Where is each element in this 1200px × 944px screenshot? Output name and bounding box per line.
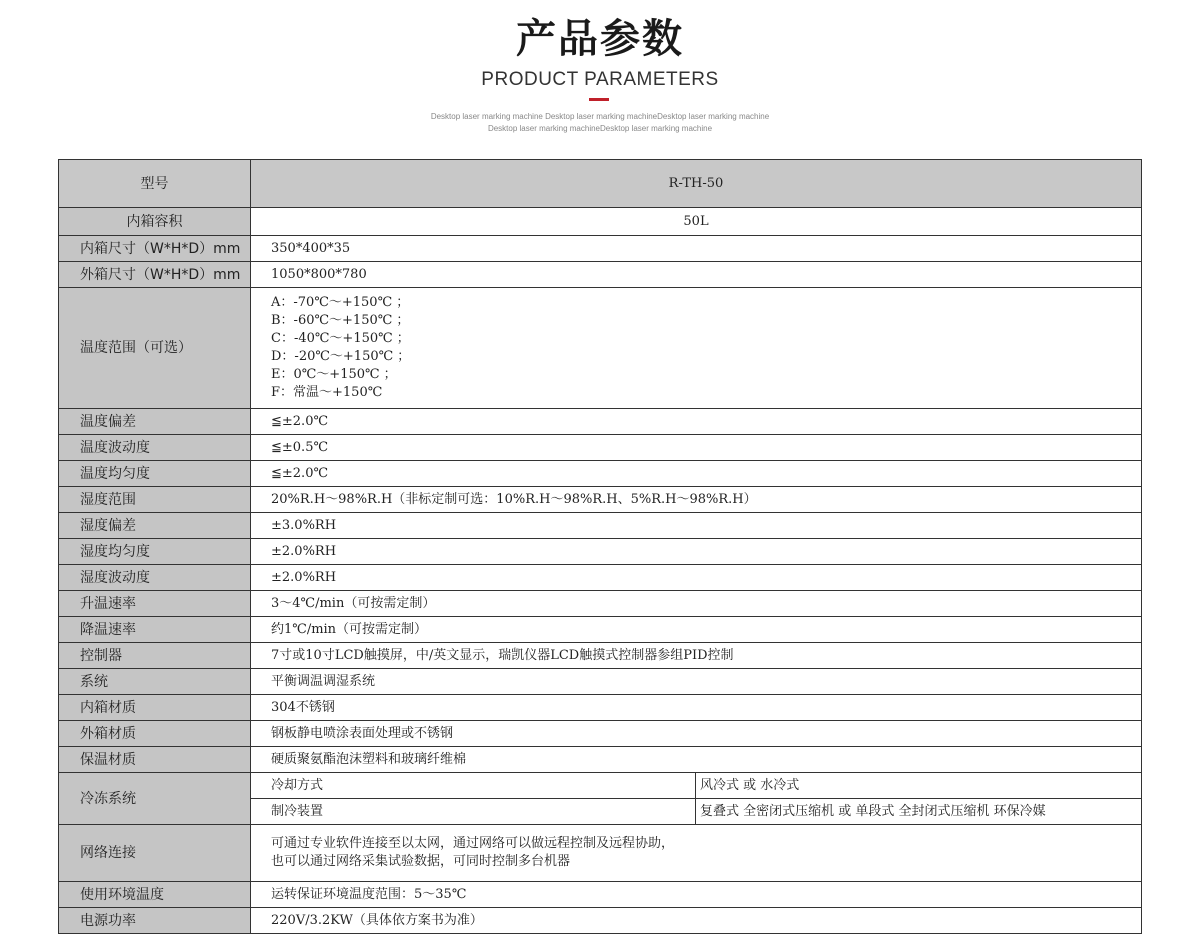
description-line-2: Desktop laser marking machineDesktop laser marking machine (487, 124, 713, 133)
row-label: 外箱材质 (59, 721, 251, 747)
table-row (59, 617, 1142, 643)
table-row (59, 409, 1142, 435)
model-label: 型号 (59, 160, 251, 208)
row-label: 湿度偏差 (59, 513, 251, 539)
refrigeration-unit-value: 复叠式 全密闭式压缩机 或 单段式 全封闭式压缩机 环保冷媒 (696, 799, 1142, 825)
accent-bar (589, 98, 609, 101)
cooling-method-value: 风冷式 或 水冷式 (696, 773, 1142, 799)
row-value: 304不锈钢 (251, 695, 1142, 721)
row-value: ±2.0%RH (251, 539, 1142, 565)
row-label: 内箱材质 (59, 695, 251, 721)
table-row (59, 435, 1142, 461)
env-temp-value: 运转保证环境温度范围：5～35℃ (251, 882, 1142, 908)
row-label: 温度偏差 (59, 409, 251, 435)
row-value: ≦±0.5℃ (251, 435, 1142, 461)
table-row (59, 208, 1142, 236)
table-row (59, 236, 1142, 262)
row-value: ±2.0%RH (251, 565, 1142, 591)
model-value: R-TH-50 (251, 160, 1142, 208)
env-temp-label: 使用环境温度 (59, 882, 251, 908)
row-label: 温度范围（可选） (59, 288, 251, 409)
network-label: 网络连接 (59, 825, 251, 882)
row-label: 系统 (59, 669, 251, 695)
table-row (59, 513, 1142, 539)
row-value: 硬质聚氨酯泡沫塑料和玻璃纤维棉 (251, 747, 1142, 773)
page-subtitle: PRODUCT PARAMETERS (481, 69, 719, 90)
row-label: 保温材质 (59, 747, 251, 773)
row-value: 1050*800*780 (251, 262, 1142, 288)
row-label: 升温速率 (59, 591, 251, 617)
row-value: 约1℃/min（可按需定制） (251, 617, 1142, 643)
network-value: 可通过专业软件连接至以太网，通过网络可以做远程控制及远程协助， 也可以通过网络采集试验数据，可同时控制多台机器 (251, 825, 1142, 882)
table-row (59, 539, 1142, 565)
table-row (59, 487, 1142, 513)
row-label: 湿度范围 (59, 487, 251, 513)
table-row (59, 288, 1142, 409)
table-row (59, 882, 1142, 908)
table-row (59, 773, 1142, 799)
row-label: 湿度均匀度 (59, 539, 251, 565)
row-value: ±3.0%RH (251, 513, 1142, 539)
table-row (59, 643, 1142, 669)
row-label: 降温速率 (59, 617, 251, 643)
refrigeration-unit-label: 制冷装置 (251, 799, 696, 825)
table-row (59, 262, 1142, 288)
table-row (59, 747, 1142, 773)
row-label: 控制器 (59, 643, 251, 669)
description-line-1: Desktop laser marking machine Desktop laser marking machineDesktop laser marking machine (430, 112, 770, 121)
cooling-system-label: 冷冻系统 (59, 773, 251, 825)
power-label: 电源功率 (59, 908, 251, 934)
table-row (59, 461, 1142, 487)
table-row (59, 565, 1142, 591)
row-label: 温度波动度 (59, 435, 251, 461)
row-value: ≦±2.0℃ (251, 409, 1142, 435)
row-label: 温度均匀度 (59, 461, 251, 487)
row-value: 7寸或10寸LCD触摸屏，中/英文显示，瑞凯仪器LCD触摸式控制器参组PID控制 (251, 643, 1142, 669)
row-value: 钢板静电喷涂表面处理或不锈钢 (251, 721, 1142, 747)
power-value: 220V/3.2KW（具体依方案书为准） (251, 908, 1142, 934)
row-value: 3～4℃/min（可按需定制） (251, 591, 1142, 617)
table-row (59, 695, 1142, 721)
table-header-row (59, 160, 1142, 208)
row-label: 湿度波动度 (59, 565, 251, 591)
capacity-value: 50L (251, 208, 1142, 236)
spec-table (58, 159, 1142, 934)
table-row (59, 669, 1142, 695)
table-row (59, 908, 1142, 934)
header-description (0, 111, 1200, 135)
table-row (59, 591, 1142, 617)
row-value: A：-70℃～+150℃ ； B：-60℃～+150℃ ； C：-40℃～+150℃ ； D：-20℃～+150℃ ； E：0℃～+150℃ ； F：常温～+150℃ (251, 288, 1142, 409)
row-value: 350*400*35 (251, 236, 1142, 262)
row-value: 20%R.H～98%R.H（非标定制可选：10%R.H～98%R.H、5%R.H～98%R.H） (251, 487, 1142, 513)
capacity-label: 内箱容积 (59, 208, 251, 236)
row-label: 内箱尺寸（W*H*D）mm (59, 236, 251, 262)
cooling-method-label: 冷却方式 (251, 773, 696, 799)
row-value: ≦±2.0℃ (251, 461, 1142, 487)
row-value: 平衡调温调湿系统 (251, 669, 1142, 695)
table-row (59, 825, 1142, 882)
row-label: 外箱尺寸（W*H*D）mm (59, 262, 251, 288)
page-title: 产品参数 (516, 16, 684, 62)
table-row (59, 721, 1142, 747)
